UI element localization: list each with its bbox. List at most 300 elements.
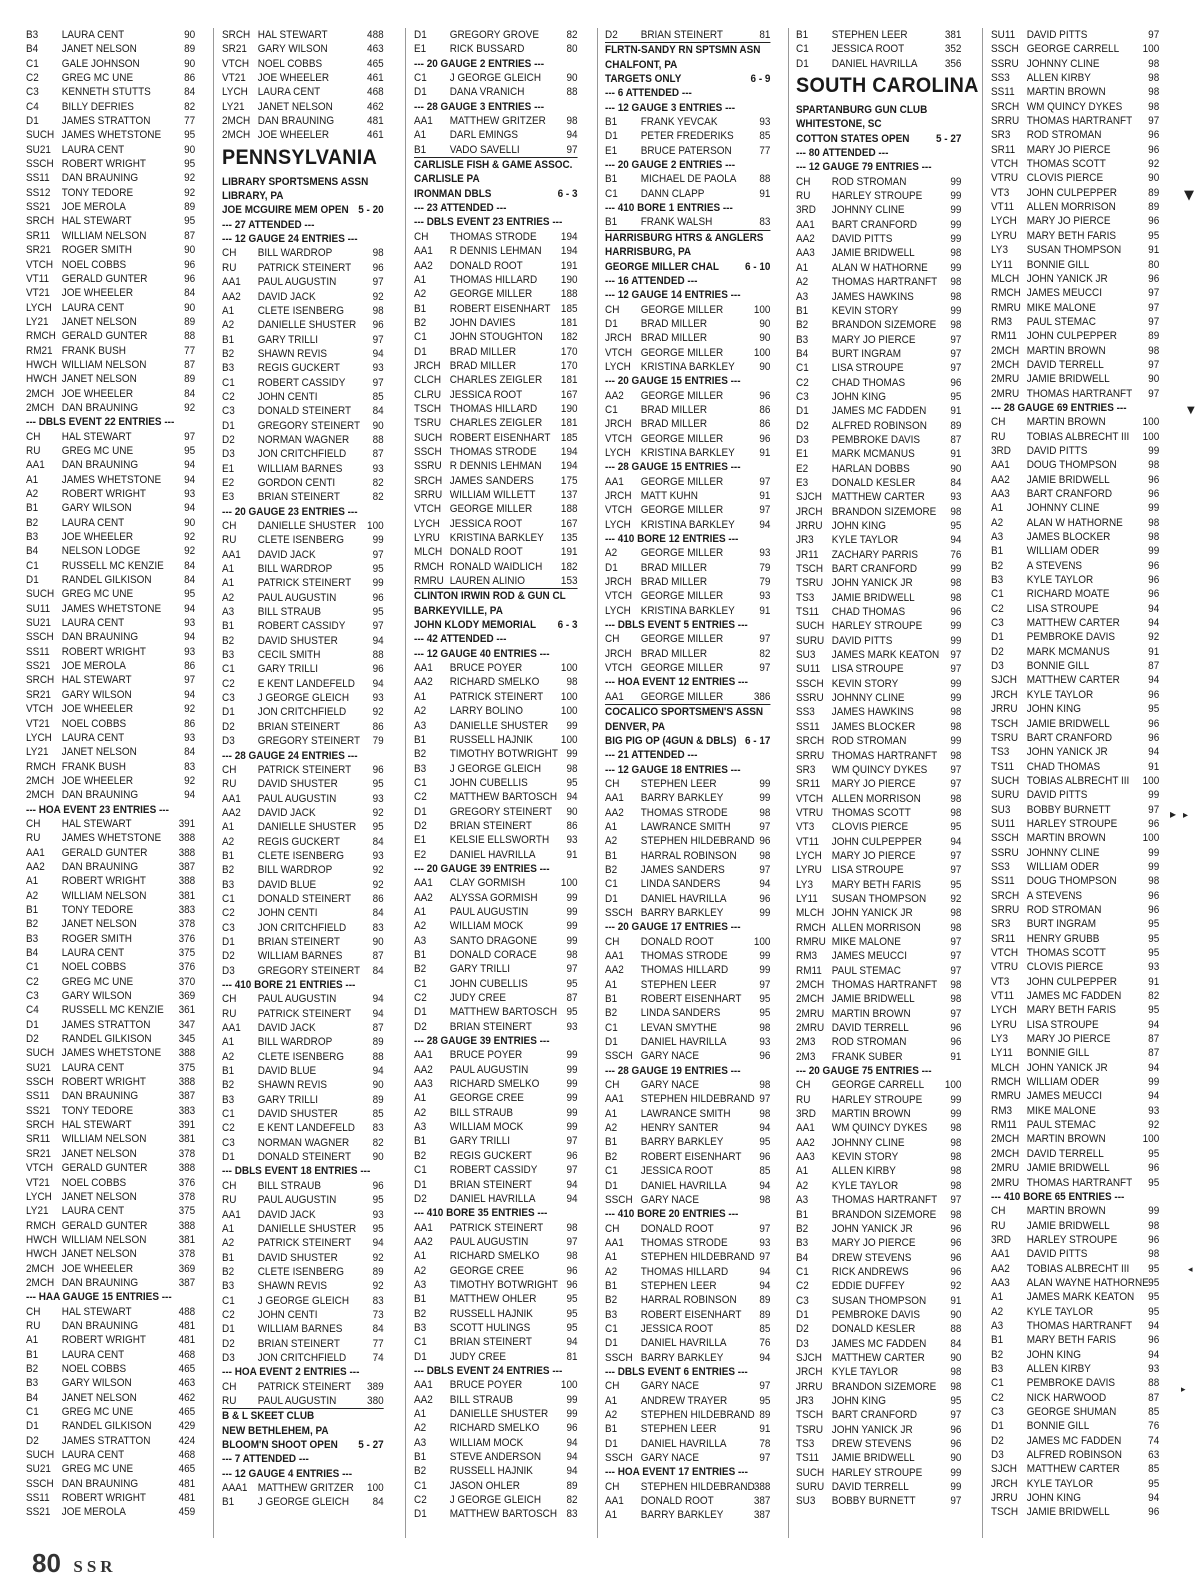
score: 95 bbox=[1148, 1291, 1160, 1304]
event-header: --- 410 BORE 12 ENTRIES --- bbox=[605, 533, 739, 546]
class-code: D2 bbox=[796, 419, 809, 432]
score: 90 bbox=[950, 1308, 962, 1321]
shooter-name: LAURA CENT bbox=[61, 1061, 125, 1074]
result-row bbox=[26, 1491, 195, 1505]
class-code: A1 bbox=[414, 690, 427, 703]
shooter-name: MATTHEW BARTOSCH bbox=[449, 1508, 558, 1521]
score: 97 bbox=[1148, 287, 1160, 300]
score: 97 bbox=[1148, 115, 1160, 128]
class-code: CH bbox=[26, 430, 41, 443]
result-row bbox=[414, 776, 578, 790]
shooter-name: LAURA CENT bbox=[61, 301, 125, 314]
score: 99 bbox=[1148, 846, 1160, 859]
page-number: 80 bbox=[32, 1548, 61, 1578]
shooter-name: GEORGE CARRELL bbox=[1026, 43, 1120, 56]
score: 378 bbox=[178, 1147, 196, 1160]
result-row bbox=[796, 1164, 961, 1178]
result-row bbox=[796, 304, 961, 318]
event-header: --- DBLS EVENT 24 ENTRIES --- bbox=[414, 1364, 563, 1377]
shooter-name: JOHN KING bbox=[831, 390, 886, 403]
event-header: --- 20 GAUGE 17 ENTRIES --- bbox=[605, 921, 741, 934]
result-row bbox=[414, 545, 578, 559]
class-code: AA3 bbox=[991, 488, 1010, 500]
score: 100 bbox=[1142, 774, 1160, 787]
shooter-name: HARLEY STROUPE bbox=[831, 1466, 923, 1479]
score: 381 bbox=[178, 1233, 196, 1246]
shooter-name: ROD STROMAN bbox=[831, 735, 907, 748]
shooter-name: DREW STEVENS bbox=[831, 1251, 912, 1264]
score: 98 bbox=[566, 115, 578, 128]
score: 91 bbox=[759, 490, 771, 502]
result-row bbox=[605, 1336, 770, 1350]
shooter-name: FRANK YEVCAK bbox=[640, 116, 718, 129]
event-header: --- DBLS EVENT 5 ENTRIES --- bbox=[605, 619, 748, 632]
result-row bbox=[605, 403, 770, 417]
class-code: C3 bbox=[222, 1136, 235, 1149]
result-row bbox=[26, 114, 195, 128]
shooter-name: CLETE ISENBERG bbox=[257, 534, 345, 547]
shooter-name: DAVID PITTS bbox=[1026, 789, 1088, 802]
class-code: SS21 bbox=[26, 660, 51, 673]
result-row bbox=[222, 892, 384, 906]
shooter-name: JOHNNY CLINE bbox=[831, 1136, 905, 1149]
result-row bbox=[26, 1219, 195, 1233]
score: 381 bbox=[178, 1133, 196, 1146]
score: 387 bbox=[178, 1090, 196, 1103]
class-code: RMCH bbox=[414, 560, 444, 573]
result-row bbox=[222, 605, 384, 619]
class-code: SRCH bbox=[414, 474, 443, 487]
score: 97 bbox=[1148, 387, 1160, 400]
result-row bbox=[26, 846, 195, 860]
class-code: VT11 bbox=[26, 272, 50, 285]
score: 95 bbox=[1148, 703, 1160, 716]
shooter-name: TIMOTHY BOTWRIGHT bbox=[449, 1278, 558, 1291]
class-code: B1 bbox=[414, 1135, 427, 1148]
result-row bbox=[222, 1308, 384, 1322]
club-location: CHALFONT, PA bbox=[605, 58, 678, 71]
result-row bbox=[991, 1132, 1159, 1146]
result-row bbox=[222, 878, 384, 892]
score: 375 bbox=[178, 947, 196, 959]
shooter-name: LAURA CENT bbox=[61, 1449, 125, 1462]
shooter-name: HENRY SANTER bbox=[640, 1122, 719, 1135]
shooter-name: JESSICA ROOT bbox=[449, 388, 523, 401]
result-row bbox=[796, 806, 961, 820]
shooter-name: LAUREN ALINIO bbox=[449, 575, 525, 588]
result-row bbox=[991, 1061, 1159, 1075]
shooter-name: THOMAS HARTRANFT bbox=[831, 276, 938, 289]
class-code: SU3 bbox=[796, 1495, 816, 1508]
score: 96 bbox=[566, 1149, 578, 1162]
class-code: JRCH bbox=[414, 359, 441, 372]
shooter-name: TOBIAS ALBRECHT III bbox=[1026, 430, 1130, 443]
result-row bbox=[414, 531, 578, 545]
score: 99 bbox=[566, 719, 578, 732]
class-code: RU bbox=[222, 1194, 237, 1207]
score: 98 bbox=[950, 749, 962, 762]
event-header: --- 410 BORE 20 ENTRIES --- bbox=[605, 1208, 739, 1221]
shooter-name: JAMES WHETSTONE bbox=[61, 602, 162, 615]
class-code: 2M3 bbox=[796, 1050, 816, 1063]
result-row bbox=[26, 1305, 195, 1319]
result-row bbox=[414, 1278, 578, 1292]
shooter-name: BRAD MILLER bbox=[640, 403, 708, 416]
shooter-name: MIKE MALONE bbox=[1026, 301, 1096, 314]
result-row bbox=[796, 992, 961, 1006]
score: 97 bbox=[759, 978, 771, 991]
class-code: A2 bbox=[991, 1305, 1004, 1318]
result-row bbox=[605, 1379, 770, 1393]
result-row bbox=[222, 935, 384, 949]
shooter-name: DARL EMINGS bbox=[449, 129, 518, 142]
class-code: D1 bbox=[991, 1420, 1004, 1433]
result-row bbox=[991, 717, 1159, 731]
class-code: B1 bbox=[414, 302, 427, 315]
class-code: B2 bbox=[414, 963, 427, 976]
shooter-name: GEORGE MILLER bbox=[449, 503, 533, 516]
score: 89 bbox=[1148, 186, 1160, 199]
shooter-name: GARY TRILLI bbox=[257, 663, 319, 676]
class-code: VTCH bbox=[26, 258, 54, 271]
class-code: VT21 bbox=[26, 287, 50, 300]
class-code: D2 bbox=[414, 1020, 427, 1033]
class-code: AA2 bbox=[991, 473, 1010, 486]
score: 95 bbox=[1148, 1147, 1160, 1160]
score: 99 bbox=[566, 1106, 578, 1119]
class-code: B1 bbox=[414, 1451, 427, 1464]
score: 99 bbox=[950, 634, 962, 647]
shooter-name: TOBIAS ALBRECHT III bbox=[1026, 1262, 1130, 1275]
shooter-name: R DENNIS LEHMAN bbox=[449, 460, 542, 473]
result-row bbox=[414, 416, 578, 430]
shooter-name: LISA STROUPE bbox=[831, 864, 904, 877]
class-code: D1 bbox=[605, 1337, 618, 1350]
result-row bbox=[26, 143, 195, 157]
result-row bbox=[26, 1391, 195, 1405]
score: 98 bbox=[1148, 875, 1160, 888]
shooter-name: JAMES MC FADDEN bbox=[1026, 1434, 1122, 1447]
shooter-name: THOMAS HARTRANFT bbox=[831, 1194, 938, 1207]
score: 94 bbox=[1148, 1348, 1160, 1361]
class-code: LYCH bbox=[796, 849, 822, 862]
class-code: B3 bbox=[222, 1093, 235, 1106]
score: 96 bbox=[950, 1222, 962, 1235]
score: 82 bbox=[184, 100, 196, 113]
shooter-name: GARY NACE bbox=[640, 1079, 700, 1092]
class-code: AA2 bbox=[414, 1393, 433, 1406]
shooter-name: STEPHEN LEER bbox=[640, 777, 717, 790]
result-row bbox=[26, 544, 195, 558]
score: 459 bbox=[178, 1506, 196, 1519]
score: 388 bbox=[178, 1219, 196, 1232]
class-code: RU bbox=[991, 1219, 1006, 1232]
shooter-name: BILL WARDROP bbox=[257, 247, 333, 260]
score: 388 bbox=[178, 832, 196, 845]
score: 95 bbox=[566, 1006, 578, 1019]
shooter-name: CLOVIS PIERCE bbox=[1026, 961, 1104, 974]
score: 92 bbox=[184, 531, 196, 544]
result-row bbox=[414, 762, 578, 776]
shoot-title bbox=[222, 203, 384, 217]
shooter-name: TONY TEDORE bbox=[61, 903, 134, 916]
shooter-name: JOHN CULPEPPER bbox=[1026, 330, 1117, 343]
result-row bbox=[26, 530, 195, 544]
result-row bbox=[26, 717, 195, 731]
score: 83 bbox=[372, 1294, 384, 1307]
shooter-name: MATTHEW CARTER bbox=[831, 491, 925, 504]
result-row bbox=[796, 935, 961, 949]
class-code: VT21 bbox=[26, 717, 50, 730]
result-row bbox=[26, 1118, 195, 1132]
event-header: --- 410 BORE 65 ENTRIES --- bbox=[991, 1190, 1125, 1203]
result-row bbox=[414, 1235, 578, 1249]
score: 94 bbox=[184, 789, 196, 802]
shooter-name: GARY WILSON bbox=[61, 1377, 132, 1390]
result-row bbox=[991, 688, 1159, 702]
shooter-name: JAMIE BRIDWELL bbox=[1026, 717, 1110, 730]
score: 468 bbox=[178, 1449, 196, 1462]
score: 93 bbox=[759, 1036, 771, 1049]
class-code: LYCH bbox=[605, 604, 631, 617]
result-row bbox=[222, 533, 384, 547]
score: 96 bbox=[1148, 1162, 1160, 1175]
result-row bbox=[796, 1107, 961, 1121]
score: 97 bbox=[759, 475, 771, 488]
result-row bbox=[222, 1495, 384, 1509]
result-row bbox=[991, 487, 1159, 501]
class-code: B3 bbox=[605, 1308, 618, 1321]
result-row bbox=[991, 946, 1159, 960]
score: 99 bbox=[566, 1092, 578, 1105]
shooter-name: BARRY BARKLEY bbox=[640, 1351, 724, 1364]
score: 89 bbox=[184, 201, 196, 214]
shooter-name: ROBERT EISENHART bbox=[640, 1308, 742, 1321]
event-header: --- DBLS EVENT 18 ENTRIES --- bbox=[222, 1165, 371, 1178]
result-row bbox=[222, 1322, 384, 1336]
result-row bbox=[605, 129, 770, 143]
shooter-name: DANIEL HAVRILLA bbox=[640, 1179, 727, 1192]
result-row bbox=[991, 1419, 1159, 1433]
class-code: SU21 bbox=[26, 1061, 51, 1074]
result-row bbox=[26, 1176, 195, 1190]
score: 97 bbox=[759, 1222, 771, 1235]
class-code: VTCH bbox=[605, 590, 633, 603]
shooter-name: JOHN KING bbox=[831, 520, 886, 532]
result-row bbox=[222, 662, 384, 676]
shooter-name: JOHN YANICK JR bbox=[1026, 272, 1108, 285]
class-code: E3 bbox=[222, 491, 235, 504]
class-code: A2 bbox=[222, 1050, 235, 1063]
result-row bbox=[414, 1005, 578, 1019]
class-code: AA3 bbox=[796, 1151, 815, 1164]
result-row bbox=[414, 85, 578, 99]
score: 99 bbox=[950, 204, 962, 217]
score: 99 bbox=[759, 950, 771, 962]
result-row bbox=[414, 661, 578, 675]
class-code: SR11 bbox=[991, 143, 1016, 156]
shooter-name: RUSSELL HAJNIK bbox=[449, 733, 533, 746]
score: 84 bbox=[184, 559, 196, 572]
result-row bbox=[796, 1466, 961, 1480]
result-row bbox=[991, 286, 1159, 300]
result-row bbox=[605, 187, 770, 201]
score: 89 bbox=[372, 1093, 384, 1106]
class-code: VT21 bbox=[26, 1176, 50, 1189]
shooter-name: KRISTINA BARKLEY bbox=[449, 532, 544, 545]
shooter-name: MATT KUHN bbox=[640, 490, 698, 502]
shooter-name: PAUL AUGUSTIN bbox=[257, 1394, 337, 1407]
class-code: SSRU bbox=[991, 846, 1019, 859]
shooter-name: BILLY DEFRIES bbox=[61, 100, 134, 113]
shooter-name: MATTHEW OHLER bbox=[449, 1293, 537, 1306]
shooter-name: STEPHEN LEER bbox=[640, 1423, 717, 1436]
result-row bbox=[222, 519, 384, 533]
score: 92 bbox=[372, 1251, 384, 1264]
class-code: D3 bbox=[796, 433, 809, 446]
class-code: SS12 bbox=[26, 186, 51, 199]
shooter-name: ROBERT EISENHART bbox=[640, 993, 742, 1006]
shooter-name: HAL STEWART bbox=[61, 817, 132, 830]
score: 99 bbox=[950, 735, 962, 748]
class-code: MLCH bbox=[991, 1061, 1020, 1074]
shooter-name: BRIAN STEINERT bbox=[257, 491, 340, 504]
shooter-name: JAMES BLOCKER bbox=[1026, 531, 1111, 544]
class-code: 2MCH bbox=[26, 789, 55, 802]
shooter-name: JAMES WHETSTONE bbox=[61, 832, 162, 845]
class-code: CH bbox=[26, 817, 41, 830]
class-code: 2MCH bbox=[26, 1262, 55, 1275]
result-row bbox=[222, 720, 384, 734]
class-code: C2 bbox=[991, 602, 1004, 615]
shooter-name: STEPHEN HILDEBRAND bbox=[640, 1409, 755, 1421]
result-row bbox=[26, 229, 195, 243]
shoot-title bbox=[605, 260, 770, 274]
class-code: D1 bbox=[796, 405, 809, 418]
class-code: SURU bbox=[991, 789, 1020, 802]
score: 86 bbox=[566, 819, 578, 832]
shooter-name: JANET NELSON bbox=[61, 1190, 137, 1203]
class-code: SSCH bbox=[26, 1076, 54, 1089]
shooter-name: REGIS GUCKERT bbox=[449, 1149, 532, 1162]
class-code: D1 bbox=[26, 574, 39, 587]
shoot-name: BLOOM'N SHOOT OPEN bbox=[222, 1439, 338, 1451]
score: 90 bbox=[372, 1079, 384, 1092]
score: 84 bbox=[372, 835, 384, 848]
score: 463 bbox=[367, 43, 384, 56]
result-row bbox=[991, 1405, 1159, 1419]
shooter-name: DANIELLE SHUSTER bbox=[449, 719, 549, 732]
shooter-name: PAUL STEMAC bbox=[1026, 315, 1096, 328]
score: 98 bbox=[759, 849, 771, 862]
shooter-name: PEMBROKE DAVIS bbox=[1026, 631, 1116, 644]
shooter-name: JANET NELSON bbox=[61, 1248, 137, 1261]
shooter-name: HARLEY STROUPE bbox=[831, 620, 923, 633]
class-code: RU bbox=[222, 261, 237, 274]
result-row bbox=[796, 792, 961, 806]
result-row bbox=[605, 475, 770, 489]
shooter-name: LARRY BOLINO bbox=[449, 705, 523, 718]
class-code: SSCH bbox=[991, 43, 1019, 56]
result-row bbox=[991, 315, 1159, 329]
result-row bbox=[991, 774, 1159, 788]
shooter-name: JAMES WHETSTONE bbox=[61, 473, 162, 486]
result-row bbox=[991, 559, 1159, 573]
class-code: C2 bbox=[222, 390, 235, 403]
score: 95 bbox=[372, 563, 384, 576]
score: 98 bbox=[950, 806, 962, 819]
result-row bbox=[222, 1078, 384, 1092]
class-code: SR3 bbox=[796, 763, 816, 776]
score: 97 bbox=[372, 376, 384, 389]
shooter-name: ROBERT WRIGHT bbox=[61, 488, 147, 500]
result-row bbox=[796, 691, 961, 705]
shooter-name: GEORGE MILLER bbox=[640, 633, 724, 646]
results-column-1 bbox=[26, 28, 195, 1520]
class-code: SUCH bbox=[26, 129, 55, 142]
result-row bbox=[26, 1104, 195, 1118]
score: 92 bbox=[372, 290, 384, 303]
result-row bbox=[26, 774, 195, 788]
score: 88 bbox=[1148, 1377, 1160, 1390]
score: 92 bbox=[1148, 158, 1160, 171]
result-row bbox=[222, 462, 384, 476]
result-row bbox=[605, 575, 770, 589]
score: 94 bbox=[1148, 1319, 1160, 1332]
shooter-name: BARRY BARKLEY bbox=[640, 792, 724, 805]
class-code: LY11 bbox=[796, 892, 818, 905]
class-code: C1 bbox=[414, 1479, 427, 1492]
event-header: --- 12 GAUGE 3 ENTRIES --- bbox=[605, 101, 736, 114]
shooter-name: DONALD ROOT bbox=[449, 259, 523, 272]
class-code: A2 bbox=[222, 591, 235, 604]
result-row bbox=[414, 1307, 578, 1321]
score: 91 bbox=[950, 1294, 962, 1307]
shooter-name: DAVID JACK bbox=[257, 548, 316, 561]
result-row bbox=[26, 100, 195, 114]
shooter-name: KEVIN STORY bbox=[831, 304, 899, 317]
shooter-name: NORMAN WAGNER bbox=[257, 1136, 350, 1149]
class-code: TS3 bbox=[796, 1438, 815, 1450]
result-row bbox=[796, 1365, 961, 1379]
shooter-name: THOMAS HILLARD bbox=[449, 402, 538, 415]
score: 95 bbox=[372, 821, 384, 834]
score: 96 bbox=[1148, 903, 1160, 916]
result-row bbox=[222, 304, 384, 318]
shooter-name: PATRICK STEINERT bbox=[257, 1380, 352, 1393]
class-code: 2MCH bbox=[991, 1147, 1020, 1160]
result-row bbox=[26, 1204, 195, 1218]
shooter-name: GREGORY STEINERT bbox=[257, 419, 361, 432]
class-code: C2 bbox=[991, 1391, 1004, 1404]
class-code: AA1 bbox=[605, 690, 624, 703]
score: 98 bbox=[950, 591, 962, 604]
shooter-name: ROD STROMAN bbox=[831, 175, 907, 188]
result-row bbox=[991, 673, 1159, 687]
class-code: LY3 bbox=[796, 878, 813, 891]
class-code: SJCH bbox=[796, 1351, 823, 1364]
score: 86 bbox=[759, 418, 771, 431]
result-row bbox=[796, 1337, 961, 1351]
event-header: --- 12 GAUGE 14 ENTRIES --- bbox=[605, 289, 741, 302]
shooter-name: DANIEL HAVRILLA bbox=[449, 1192, 536, 1205]
score: 91 bbox=[950, 405, 962, 418]
shooter-name: LISA STROUPE bbox=[1026, 1018, 1099, 1031]
class-code: SRRU bbox=[414, 489, 443, 501]
class-code: A1 bbox=[414, 273, 427, 286]
shooter-name: PEMBROKE DAVIS bbox=[831, 433, 921, 446]
result-row bbox=[796, 749, 961, 763]
